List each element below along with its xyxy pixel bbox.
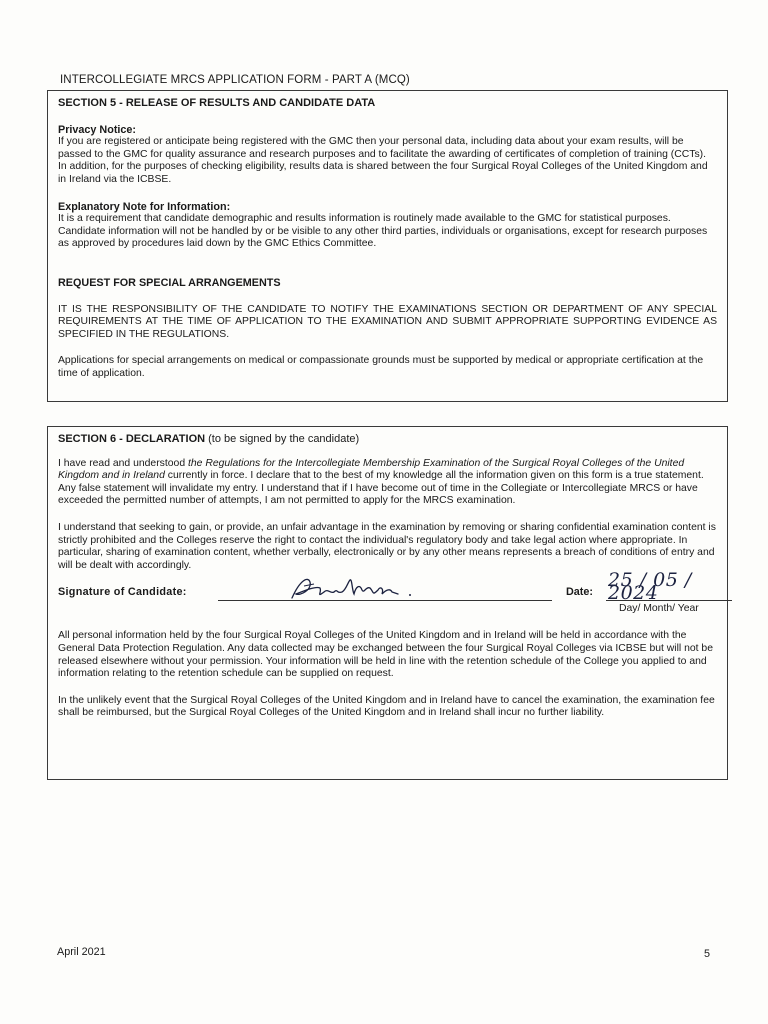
explanatory-note-title: Explanatory Note for Information: (58, 200, 231, 213)
handwritten-signature (286, 572, 426, 606)
explanatory-note-text: It is a requirement that candidate demographic and results information is routinely made available to the GMC for statistical purposes. Candidate information will not be handled by or be visible to any other third parties, individuals or organisations, except for research purposes as approved by procedures laid down by the GMC Ethics Committee. (58, 213, 708, 250)
regulations-title: the Regulations for the Intercollegiate Membership Examination of the Surgical Royal Colleges of the United Kingdom and in Ireland (58, 457, 685, 482)
gdpr-text: All personal information held by the four Surgical Royal Colleges of the United Kingdom and in Ireland will be held in accordance with the General Data Protection Regulation. Any data collected may be exchanged between the four Surgical Royal Colleges via ICBSE but will not be released elsewhere without your permission. Your information will be held in line with the retention schedule of the College you applied to and information relating to the retention schedule can be supplied on request. (58, 630, 713, 680)
special-arrangements-notice: IT IS THE RESPONSIBILITY OF THE CANDIDATE TO NOTIFY THE EXAMINATIONS SECTION OR DEPARTMENT OF ANY SPECIAL REQUIREMENTS AT THE TIME OF APPLICATION TO THE EXAMINATION AND SUBMIT APPROPRIATE SUPPORTING EVIDENCE AS SPECIFIED IN THE REGULATIONS. (58, 303, 717, 340)
special-arrangements-title: REQUEST FOR SPECIAL ARRANGEMENTS (58, 276, 281, 289)
signature-row (58, 569, 717, 616)
cancellation-text: In the unlikely event that the Surgical Royal Colleges of the United Kingdom and in Ireland have to cancel the examination, the examination fee shall be reimbursed, but the Surgical Royal Colleges of the United Kingdom and in Ireland shall incur no further liability. (58, 694, 715, 719)
date-field[interactable]: 25 / 05 / 2024 (608, 569, 692, 604)
declaration-text-start: I have read and understood (58, 457, 188, 469)
date-label: Date: (566, 586, 593, 599)
section-5-release-of-results (47, 90, 728, 402)
section-6-declaration (47, 426, 728, 780)
date-format-hint: Day/ Month/ Year (619, 603, 699, 615)
section-6-title: SECTION 6 - DECLARATION (58, 433, 206, 445)
form-header: INTERCOLLEGIATE MRCS APPLICATION FORM - PART A (MCQ) (60, 74, 410, 86)
privacy-notice-title: Privacy Notice: (58, 123, 137, 136)
signature-label: Signature of Candidate: (58, 586, 187, 599)
declaration-text (58, 458, 717, 508)
section-6-title-note: (to be signed by the candidate) (208, 433, 360, 445)
privacy-notice-text: If you are registered or anticipate being registered with the GMC then your personal data, including data about your exam results, will be passed to the GMC for quality assurance and research purposes and to facilitate the awarding of certificates of completion of training (CCTs). In addition, for the purposes of checking eligibility, results data is shared between the four Surgical Royal Colleges of the United Kingdom and in Ireland via the ICBSE. (58, 136, 708, 185)
section-5-title: SECTION 5 - RELEASE OF RESULTS AND CANDIDATE DATA (58, 97, 376, 109)
special-arrangements-text: Applications for special arrangements on medical or compassionate grounds must be supported by medical or appropriate certification at the time of application. (58, 355, 704, 379)
footer-date: April 2021 (57, 946, 106, 958)
declaration-text-end: currently in force. I declare that to the best of my knowledge all the information given on this form is a true statement. Any false statement will invalidate my entry. I understand that if I have become out of time in the Collegiate or Intercollegiate MRCS or have exceeded the permitted number of attempts, I am not permitted to apply for the MRCS examination. (58, 470, 704, 507)
page-number: 5 (704, 948, 711, 960)
unfair-advantage-text: I understand that seeking to gain, or provide, an unfair advantage in the examination by removing or sharing confidential examination content is strictly prohibited and the Colleges reserve the right to contact the individual's regulatory body and take legal action where appropriate. In particular, sharing of examination content, whether verbally, electronically or by any other means represents a breach of conditions of entry and will be dealt with accordingly. (58, 521, 716, 571)
date-underline (606, 600, 732, 601)
section-6-title-row (58, 433, 717, 446)
